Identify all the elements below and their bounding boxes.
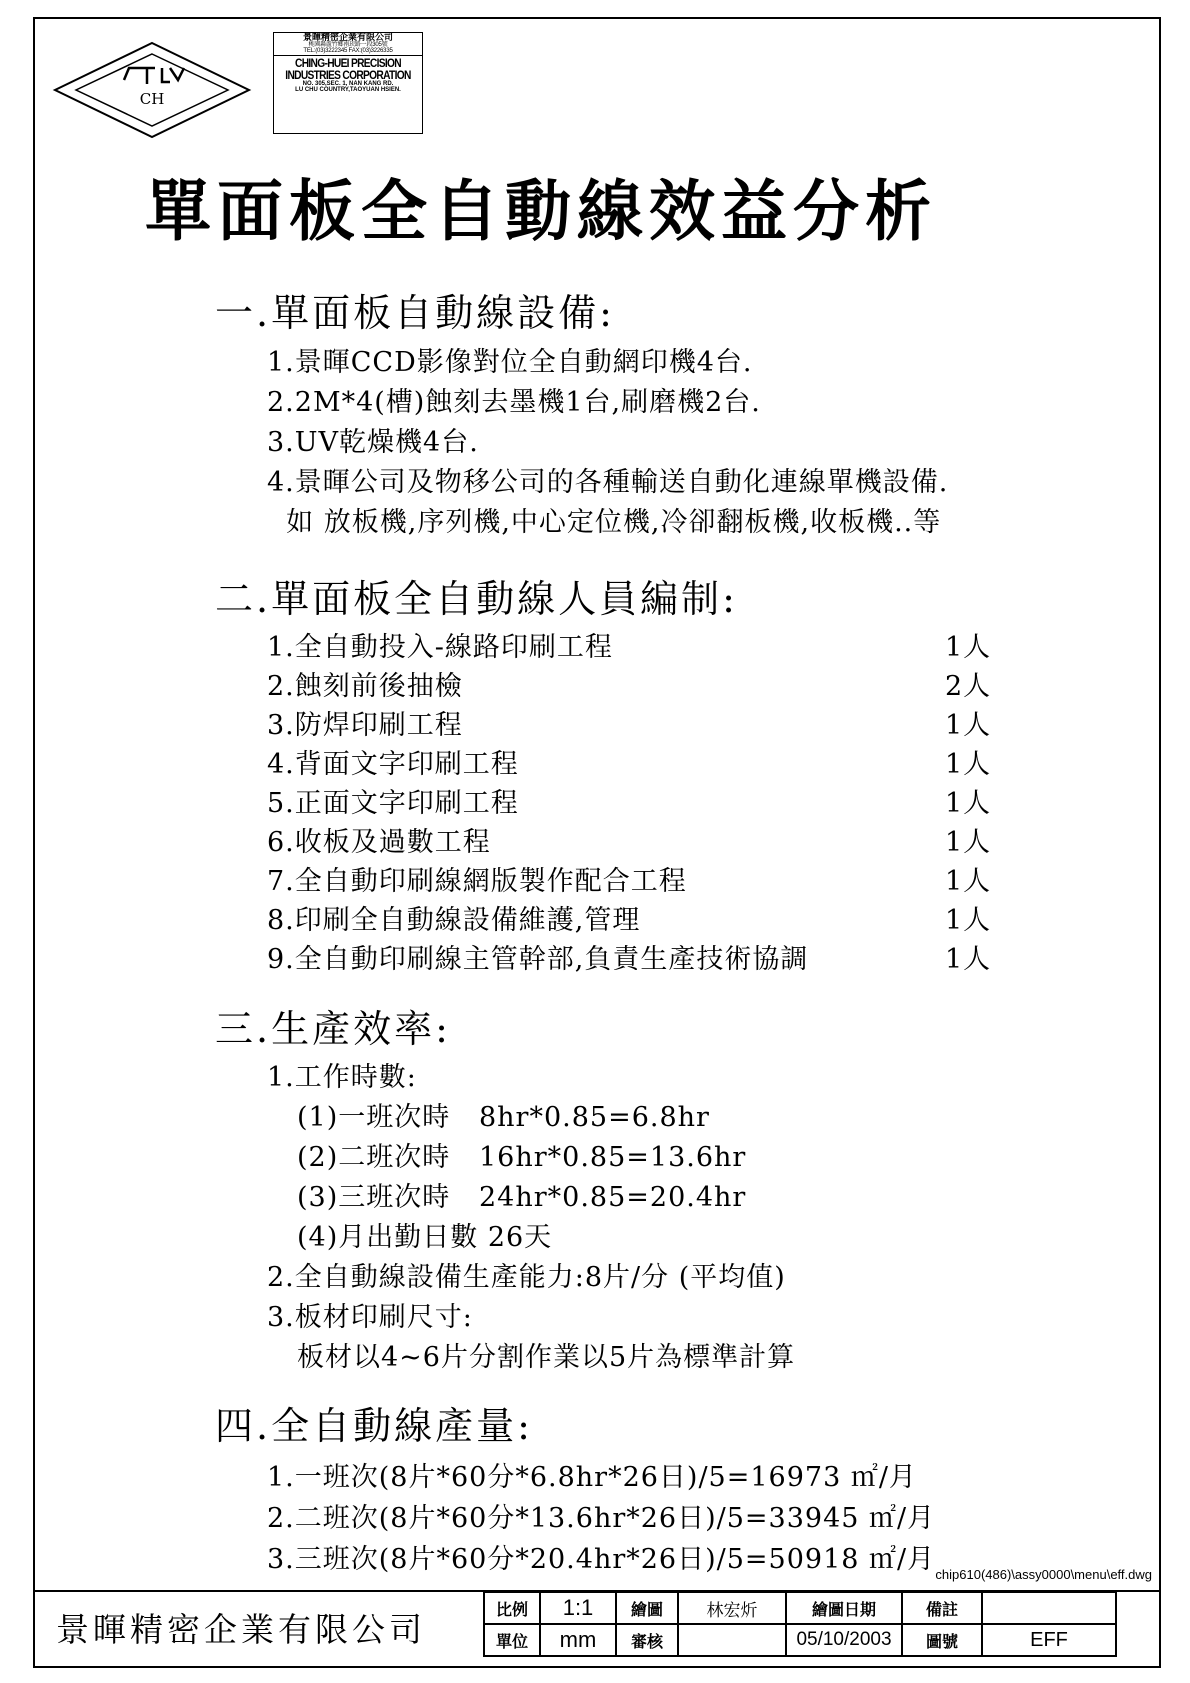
title-block-table	[483, 1591, 1117, 1657]
staff-item: 3.防焊印刷工程	[267, 710, 463, 741]
staff-row	[267, 742, 992, 781]
note-value	[982, 1592, 1116, 1624]
staff-row	[267, 898, 992, 937]
staff-qty: 1人	[945, 710, 992, 741]
note-label: 備註	[902, 1592, 982, 1624]
section-heading-output: 四.全自動線產量:	[215, 1404, 533, 1448]
date-label: 繪圖日期	[786, 1592, 902, 1624]
scale-label: 比例	[484, 1592, 540, 1624]
staff-qty: 1人	[945, 632, 992, 663]
company-box-en-addr-2: LU CHU COUNTRY,TAOYUAN HSIEN.	[295, 87, 401, 93]
company-box-en-name-1: CHING-HUEI PRECISION	[295, 56, 401, 70]
staff-row	[267, 781, 992, 820]
output-line: 3.三班次(8片*60分*20.4hr*26日)/5=50918 ㎡/月	[267, 1544, 936, 1575]
page-frame	[33, 17, 1161, 1668]
staff-row	[267, 703, 992, 742]
company-box-zh-name: 景暉精密企業有限公司	[302, 32, 393, 42]
efficiency-line: 2.全自動線設備生產能力:8片/分 (平均值)	[267, 1262, 786, 1293]
staff-item: 9.全自動印刷線主管幹部,負責生產技術協調	[267, 944, 809, 975]
staff-qty: 1人	[945, 944, 992, 975]
efficiency-line: 1.工作時數:	[267, 1062, 417, 1093]
staff-item: 5.正面文字印刷工程	[267, 788, 519, 819]
equipment-line: 1.景暉CCD影像對位全自動網印機4台.	[267, 347, 753, 378]
review-label: 審核	[616, 1624, 678, 1656]
equipment-line: 4.景暉公司及物移公司的各種輸送自動化連線單機設備.	[267, 467, 949, 498]
efficiency-line: 3.板材印刷尺寸:	[267, 1302, 473, 1333]
reviewer	[678, 1624, 786, 1656]
staff-item: 1.全自動投入-線路印刷工程	[267, 632, 613, 663]
staff-item: 2.蝕刻前後抽檢	[267, 671, 463, 702]
company-logo-icon	[52, 40, 252, 140]
document-title: 單面板全自動線效益分析	[145, 172, 937, 250]
file-path: chip610(486)\assy0000\menu\eff.dwg	[935, 1567, 1152, 1582]
scale-value: 1:1	[540, 1592, 616, 1624]
output-line: 2.二班次(8片*60分*13.6hr*26日)/5=33945 ㎡/月	[267, 1503, 936, 1534]
staff-item: 8.印刷全自動線設備維護,管理	[267, 905, 641, 936]
staff-row	[267, 820, 992, 859]
section-heading-staffing: 二.單面板全自動線人員編制:	[215, 577, 738, 621]
output-line: 1.一班次(8片*60分*6.8hr*26日)/5=16973 ㎡/月	[267, 1462, 917, 1493]
unit-value: mm	[540, 1624, 616, 1656]
company-box-zh-address: 桃園縣蘆竹鄉南崁路一段305號	[308, 42, 388, 48]
unit-label: 單位	[484, 1624, 540, 1656]
logo-letters: CH	[139, 90, 165, 108]
staff-qty: 2人	[945, 671, 992, 702]
efficiency-line: (3)三班次時 24hr*0.85=20.4hr	[297, 1182, 747, 1213]
company-box-en-name-2: INDUSTRIES CORPORATION	[285, 68, 411, 82]
staff-row	[267, 664, 992, 703]
footer-company-name: 景暉精密企業有限公司	[56, 1610, 426, 1649]
staff-row	[267, 937, 992, 976]
staff-qty: 1人	[945, 905, 992, 936]
company-box-tel-fax: TEL:(03)3222345 FAX:(03)3226335	[303, 48, 393, 54]
company-box-en-addr-1: NO. 305,SEC. 1, NAN KANG RD.	[302, 81, 394, 87]
section-heading-equipment: 一.單面板自動線設備:	[215, 291, 615, 335]
drawn-label: 繪圖	[616, 1592, 678, 1624]
efficiency-line: 板材以4~6片分割作業以5片為標準計算	[297, 1342, 796, 1373]
date-value: 05/10/2003	[786, 1624, 902, 1656]
staff-row	[267, 859, 992, 898]
staff-qty: 1人	[945, 749, 992, 780]
company-info-box	[273, 32, 423, 134]
efficiency-line: (2)二班次時 16hr*0.85=13.6hr	[297, 1142, 747, 1173]
equipment-line: 如 放板機,序列機,中心定位機,冷卻翻板機,收板機..等	[267, 507, 942, 538]
equipment-line: 2.2M*4(槽)蝕刻去墨機1台,刷磨機2台.	[267, 387, 761, 418]
staff-qty: 1人	[945, 788, 992, 819]
staff-qty: 1人	[945, 827, 992, 858]
efficiency-line: (4)月出勤日數 26天	[297, 1222, 553, 1253]
staff-item: 7.全自動印刷線網版製作配合工程	[267, 866, 687, 897]
staff-qty: 1人	[945, 866, 992, 897]
drawing-no-label: 圖號	[902, 1624, 982, 1656]
drawing-no: EFF	[982, 1624, 1116, 1656]
staff-item: 4.背面文字印刷工程	[267, 749, 519, 780]
efficiency-line: (1)一班次時 8hr*0.85=6.8hr	[297, 1102, 710, 1133]
staff-row	[267, 625, 992, 664]
staff-item: 6.收板及過數工程	[267, 827, 491, 858]
drawn-by: 林宏炘	[678, 1592, 786, 1624]
section-heading-efficiency: 三.生產效率:	[215, 1007, 451, 1051]
equipment-line: 3.UV乾燥機4台.	[267, 427, 479, 458]
